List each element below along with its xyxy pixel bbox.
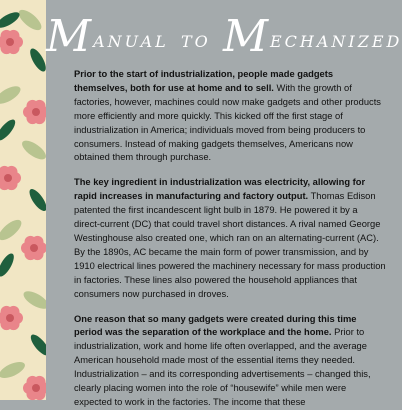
paragraph-2-body: Thomas Edison patented the first incandescent light bulb in 1879. He powered it by a direct-current (DC) that could travel short distances. A rival named George Westinghouse also created one, which ran on an alternating-current (AC). By the 1890s, AC became the main form of power transmission, and by 1910 electrical lines powered the machinery necessary for mass production in factories. These lines also powered the household appliances that consumers now purchased in droves. [74, 191, 386, 299]
leaf-icon [15, 6, 44, 33]
flower-icon [4, 174, 12, 182]
paragraph-2 [74, 176, 386, 301]
paragraph-2-lead: The key ingredient in industrialization was electricity, allowing for rapid increases in manufacturing and factory output. [74, 177, 366, 202]
leaf-icon [0, 216, 25, 243]
paragraph-3-body: Prior to industrialization, work and home life often overlapped, and the average American household made most of the essential items they needed. Industrialization – and its corresponding advertisements – changed this, clearly placing women into the role of “housewife” while men were expected to work in the factories. The income that these [74, 327, 371, 407]
flower-icon [6, 38, 14, 46]
paragraph-1-lead: Prior to the start of industrialization, people made gadgets themselves, both for use at home and to sell. [74, 69, 334, 93]
leaf-icon [0, 83, 23, 107]
paragraph-1 [74, 68, 386, 165]
flower-icon [32, 108, 40, 116]
paragraph-1-body: With the growth of factories, however, machines could now make gadgets and other products more efficiently and more quickly. This kicked off the first stage of industrialization in America; individuals moved from being producers to consumers. Instead of making gadgets themselves, Americans now obtained them through purchase. [74, 82, 381, 163]
paragraph-3 [74, 313, 386, 410]
leaf-icon [0, 251, 17, 279]
title-middle: TO [180, 32, 211, 51]
title-word-1: ANUAL [93, 32, 169, 51]
leaf-icon [0, 359, 27, 382]
leaf-icon [0, 9, 22, 31]
floral-border [0, 0, 46, 400]
flower-icon [32, 384, 40, 392]
floral-pattern [0, 0, 46, 400]
leaf-icon [0, 117, 18, 143]
article-panel [46, 0, 402, 407]
page-title [46, 0, 400, 68]
leaf-icon [19, 137, 49, 163]
title-initial-2: M [222, 11, 270, 62]
title-word-2: ECHANIZED [270, 32, 402, 51]
title-initial-1: M [46, 11, 94, 62]
flower-icon [6, 314, 14, 322]
flower-icon [30, 244, 38, 252]
paragraph-3-lead: One reason that so many gadgets were created during this time period was the separation of the workplace and the home. [74, 313, 357, 338]
